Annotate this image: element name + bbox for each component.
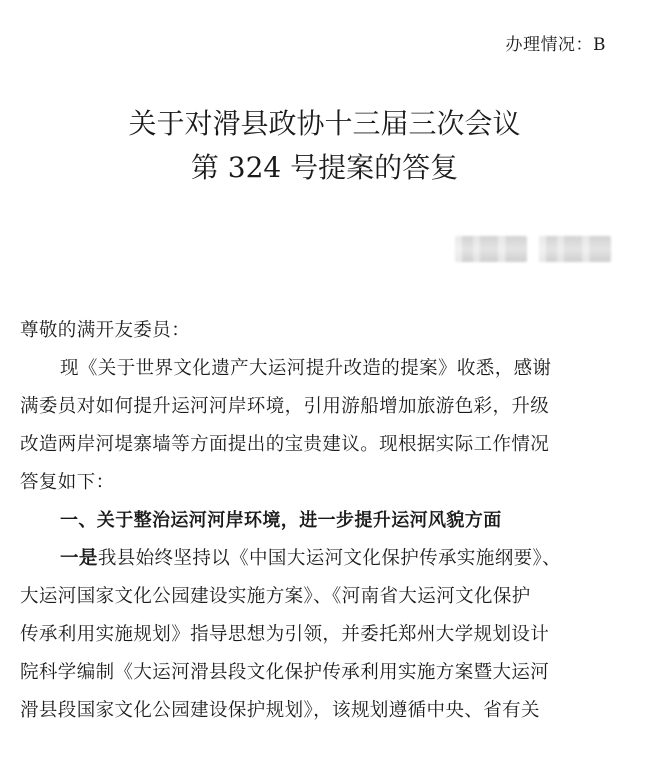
redacted-block <box>539 236 611 262</box>
document-body <box>20 312 610 730</box>
paragraph-2-line-5: 滑县段国家文化公园建设保护规划》，该规划遵循中央、省有关 <box>20 700 540 721</box>
section-1-heading: 一、关于整治运河河岸环境，进一步提升运河风貌方面 <box>60 510 502 531</box>
paragraph-2-line-1-text: 我县始终坚持以《中国大运河文化保护传承实施纲要》、 <box>97 548 562 569</box>
paragraph-1-line-3: 改造两岸河堤寨墙等方面提出的宝贵建议。现根据实际工作情况 <box>20 434 550 455</box>
paragraph-2-line-1 <box>20 540 610 578</box>
point-lead: 一是 <box>60 548 98 569</box>
title-line-2: 第 324 号提案的答复 <box>190 151 459 184</box>
paragraph-2-line-3: 传承利用实施规划》指导思想为引领，并委托郑州大学规划设计 <box>20 624 550 645</box>
handling-status: 办理情况：B <box>505 35 606 55</box>
paragraph-1-line-2: 满委员对如何提升运河河岸环境，引用游船增加旅游色彩，升级 <box>20 396 550 417</box>
paragraph-1-line-1: 现《关于世界文化遗产大运河提升改造的提案》收悉，感谢 <box>60 358 552 379</box>
paragraph-2-line-2: 大运河国家文化公园建设实施方案》、《河南省大运河文化保护 <box>20 586 531 607</box>
document-title <box>0 102 649 190</box>
paragraph-2-line-4: 院科学编制《大运河滑县段文化保护传承利用实施方案暨大运河 <box>20 662 550 683</box>
salutation: 尊敬的满开友委员： <box>20 320 191 341</box>
redacted-block <box>455 236 527 262</box>
paragraph-1-line-4: 答复如下： <box>20 472 115 493</box>
title-line-1: 关于对滑县政协十三届三次会议 <box>128 107 521 140</box>
